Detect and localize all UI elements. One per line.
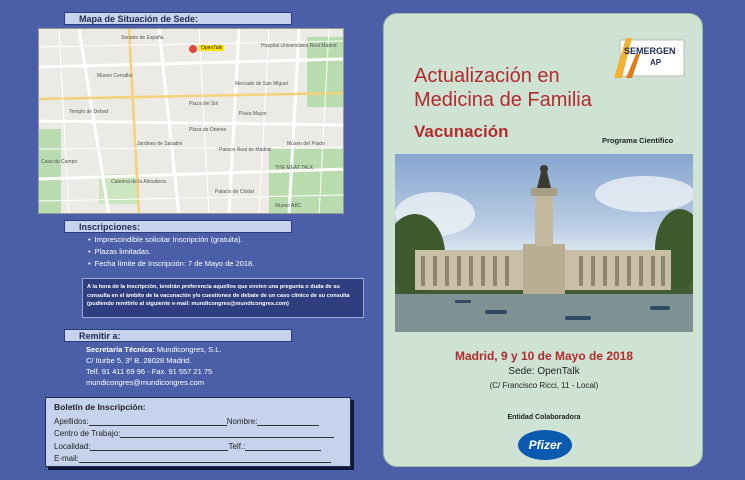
map-header: Mapa de Situación de Sede:	[64, 12, 292, 25]
centro-label: Centro de Trabajo:	[54, 429, 121, 438]
event-date: Madrid, 9 y 10 de Mayo de 2018	[454, 349, 634, 363]
pfizer-logo: Pfizer	[518, 430, 572, 460]
inscripciones-list	[88, 234, 254, 270]
semergen-logo-icon	[606, 32, 696, 102]
map-label: THE MEAT TALK	[275, 165, 314, 171]
remit-phone: Telf. 91 411 69 96 - Fax. 91 557 21 75	[86, 367, 213, 376]
map-label: Plaza Mayor	[239, 111, 267, 117]
logo-ap: AP	[650, 58, 662, 67]
venue-address: (C/ Francisco Ricci, 11 - Local)	[489, 381, 599, 390]
map-label: Catedral de la Almudena	[111, 179, 166, 185]
map-label: Casa de Campo	[41, 159, 78, 165]
telf-label: Telf.:	[228, 441, 246, 451]
logo-name: SEMERGEN	[624, 46, 676, 56]
retiro-monument-photo	[395, 154, 693, 332]
map-label: Museo del Prado	[287, 141, 325, 147]
remitir-header: Remitir a:	[64, 329, 292, 342]
localidad-label: Localidad:	[54, 441, 91, 451]
form-title: Boletín de Inscripción:	[54, 402, 146, 412]
apellidos-label: Apellidos:	[54, 416, 89, 426]
map-label: Senado de España	[121, 35, 164, 41]
map-label: Palacio Real de Madrid	[219, 147, 271, 153]
list-item: • Imprescindible solicitar Inscripción (gratuita).	[88, 234, 254, 246]
semergen-logo	[606, 32, 696, 102]
nombre-label: Nombre:	[226, 416, 258, 426]
map-label: Mercado de San Miguel	[235, 81, 288, 87]
map-label: Hospital Universitario Real Madrid	[261, 43, 337, 49]
map-label: Museo ABC	[275, 203, 302, 209]
map-label: Plaza de Oriente	[189, 127, 227, 133]
remit-address: C/ Iturbe 5, 3º B. 28028 Madrid.	[86, 356, 192, 365]
inscripciones-header: Inscripciones:	[64, 220, 292, 233]
programa-label: Programa Científico	[602, 136, 674, 145]
sponsor-label: Entidad Colaboradora	[507, 414, 581, 421]
map-pin-label: OpenTalk	[201, 45, 223, 51]
localidad-field[interactable]	[90, 442, 228, 451]
event-venue: Sede: OpenTalk	[508, 366, 580, 377]
registration-form	[45, 397, 351, 467]
telf-field[interactable]	[245, 442, 321, 451]
map-label: Palacio de Cristal	[215, 189, 254, 195]
right-panel	[383, 13, 703, 467]
remit-label: Secretaría Técnica:	[86, 345, 155, 354]
apellidos-field[interactable]	[89, 417, 227, 426]
map-label: Jardines de Sabatini	[137, 141, 183, 147]
remit-block	[86, 344, 222, 388]
location-map[interactable]	[38, 28, 344, 214]
list-item: • Plazas limitadas.	[88, 246, 254, 258]
email-label: E-mail:	[54, 454, 79, 463]
title-line-2: Medicina de Familia	[414, 89, 592, 111]
nombre-field[interactable]	[257, 417, 319, 426]
notice-box: A la hora de la inscripción, tendrán preferencia aquellos que envíen una pregunta o duda de su consulta en el ámbito de la vacunación y/o cuestiones de debate de un caso clínico de su consulta (pudiendo remitirlo al siguiente e-mail: mundicongres@mundicongres.com)	[82, 278, 364, 318]
event-title	[414, 64, 592, 112]
email-field[interactable]	[79, 454, 331, 463]
monument-illustration	[395, 154, 693, 332]
map-label: Museo Cerralbo	[97, 73, 133, 79]
remit-company: Mundicongres, S.L.	[154, 345, 222, 354]
centro-field[interactable]	[120, 429, 334, 438]
title-line-1: Actualización en	[414, 65, 560, 87]
map-label: Plaza del Sol	[189, 101, 219, 107]
remit-email[interactable]: mundicongres@mundicongres.com	[86, 378, 205, 387]
list-item: • Fecha límite de Inscripción: 7 de Mayo de 2018.	[88, 258, 254, 270]
map-label: Templo de Debod	[69, 109, 109, 115]
map-streets	[39, 29, 344, 214]
event-subtitle: Vacunación	[414, 122, 509, 141]
